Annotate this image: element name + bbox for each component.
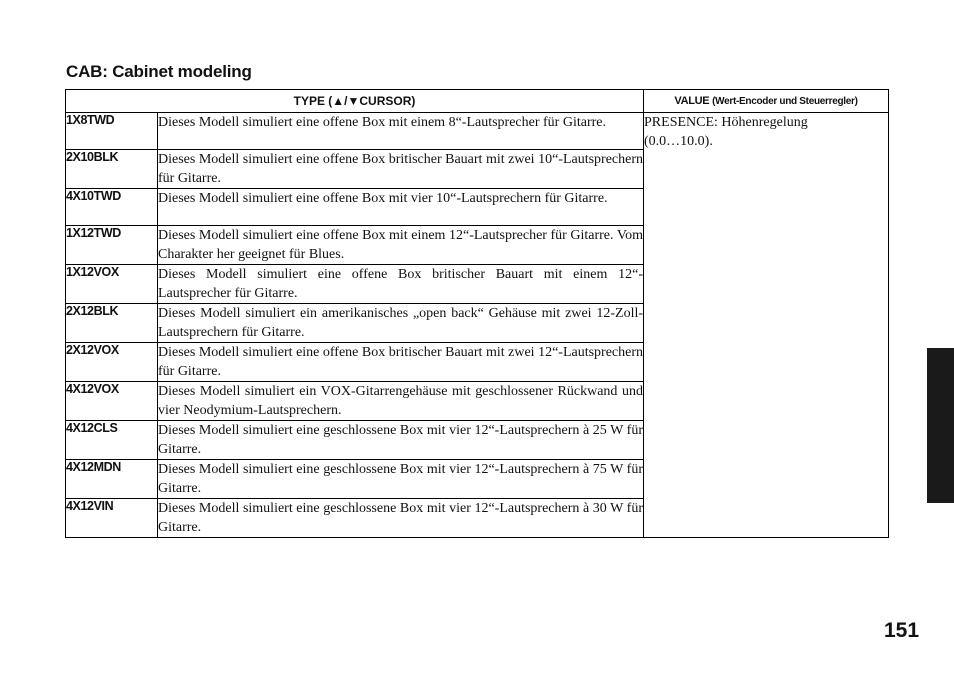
model-name: 2X10BLK bbox=[66, 150, 158, 189]
model-description: Dieses Modell simuliert ein VOX-Gitarrengehäuse mit geschlossener Rückwand und vier Neodymium-Lautsprechern. bbox=[158, 382, 644, 421]
value-header-sub: (Wert-Encoder und Steuerregler) bbox=[712, 96, 858, 107]
model-description: Dieses Modell simuliert eine offene Box mit vier 10“-Lautsprechern für Gitarre. bbox=[158, 189, 644, 226]
model-name: 1X8TWD bbox=[66, 113, 158, 150]
model-description: Dieses Modell simuliert eine geschlossene Box mit vier 12“-Lautsprechern à 75 W für Gitarre. bbox=[158, 460, 644, 499]
model-description: Dieses Modell simuliert eine offene Box mit einem 12“-Lautsprecher für Gitarre. Vom Charakter her geeignet für Blues. bbox=[158, 226, 644, 265]
model-name: 4X12VOX bbox=[66, 382, 158, 421]
model-description: Dieses Modell simuliert ein amerikanisches „open back“ Gehäuse mit zwei 12-Zoll-Lautsprechern für Gitarre. bbox=[158, 304, 644, 343]
table-row bbox=[66, 113, 889, 150]
model-description: Dieses Modell simuliert eine geschlossene Box mit vier 12“-Lautsprechern à 30 W für Gitarre. bbox=[158, 499, 644, 538]
model-description: Dieses Modell simuliert eine geschlossene Box mit vier 12“-Lautsprechern à 25 W für Gitarre. bbox=[158, 421, 644, 460]
value-text-line2: (0.0…10.0). bbox=[644, 134, 713, 149]
cabinet-table bbox=[65, 89, 889, 538]
value-text-line1: PRESENCE: Höhenregelung bbox=[644, 115, 808, 130]
chapter-side-tab bbox=[927, 348, 954, 503]
model-description: Dieses Modell simuliert eine offene Box britischer Bauart mit zwei 12“-Lautsprechern für Gitarre. bbox=[158, 343, 644, 382]
model-name: 4X10TWD bbox=[66, 189, 158, 226]
model-description: Dieses Modell simuliert eine offene Box mit einem 8“-Lautsprecher für Gitarre. bbox=[158, 113, 644, 150]
model-description: Dieses Modell simuliert eine offene Box britischer Bauart mit einem 12“-Lautsprecher für Gitarre. bbox=[158, 265, 644, 304]
model-name: 4X12CLS bbox=[66, 421, 158, 460]
value-header-main: VALUE bbox=[674, 95, 710, 107]
type-column-header: TYPE (▲/▼CURSOR) bbox=[66, 90, 644, 113]
model-description: Dieses Modell simuliert eine offene Box britischer Bauart mit zwei 10“-Lautsprechern für Gitarre. bbox=[158, 150, 644, 189]
value-column-header bbox=[644, 90, 889, 113]
model-name: 2X12VOX bbox=[66, 343, 158, 382]
model-name: 1X12TWD bbox=[66, 226, 158, 265]
model-name: 2X12BLK bbox=[66, 304, 158, 343]
section-title: CAB: Cabinet modeling bbox=[66, 62, 252, 81]
model-name: 4X12VIN bbox=[66, 499, 158, 538]
model-name: 1X12VOX bbox=[66, 265, 158, 304]
table-header-row bbox=[66, 90, 889, 113]
value-cell bbox=[644, 113, 889, 538]
page-number: 151 bbox=[884, 619, 920, 642]
model-name: 4X12MDN bbox=[66, 460, 158, 499]
